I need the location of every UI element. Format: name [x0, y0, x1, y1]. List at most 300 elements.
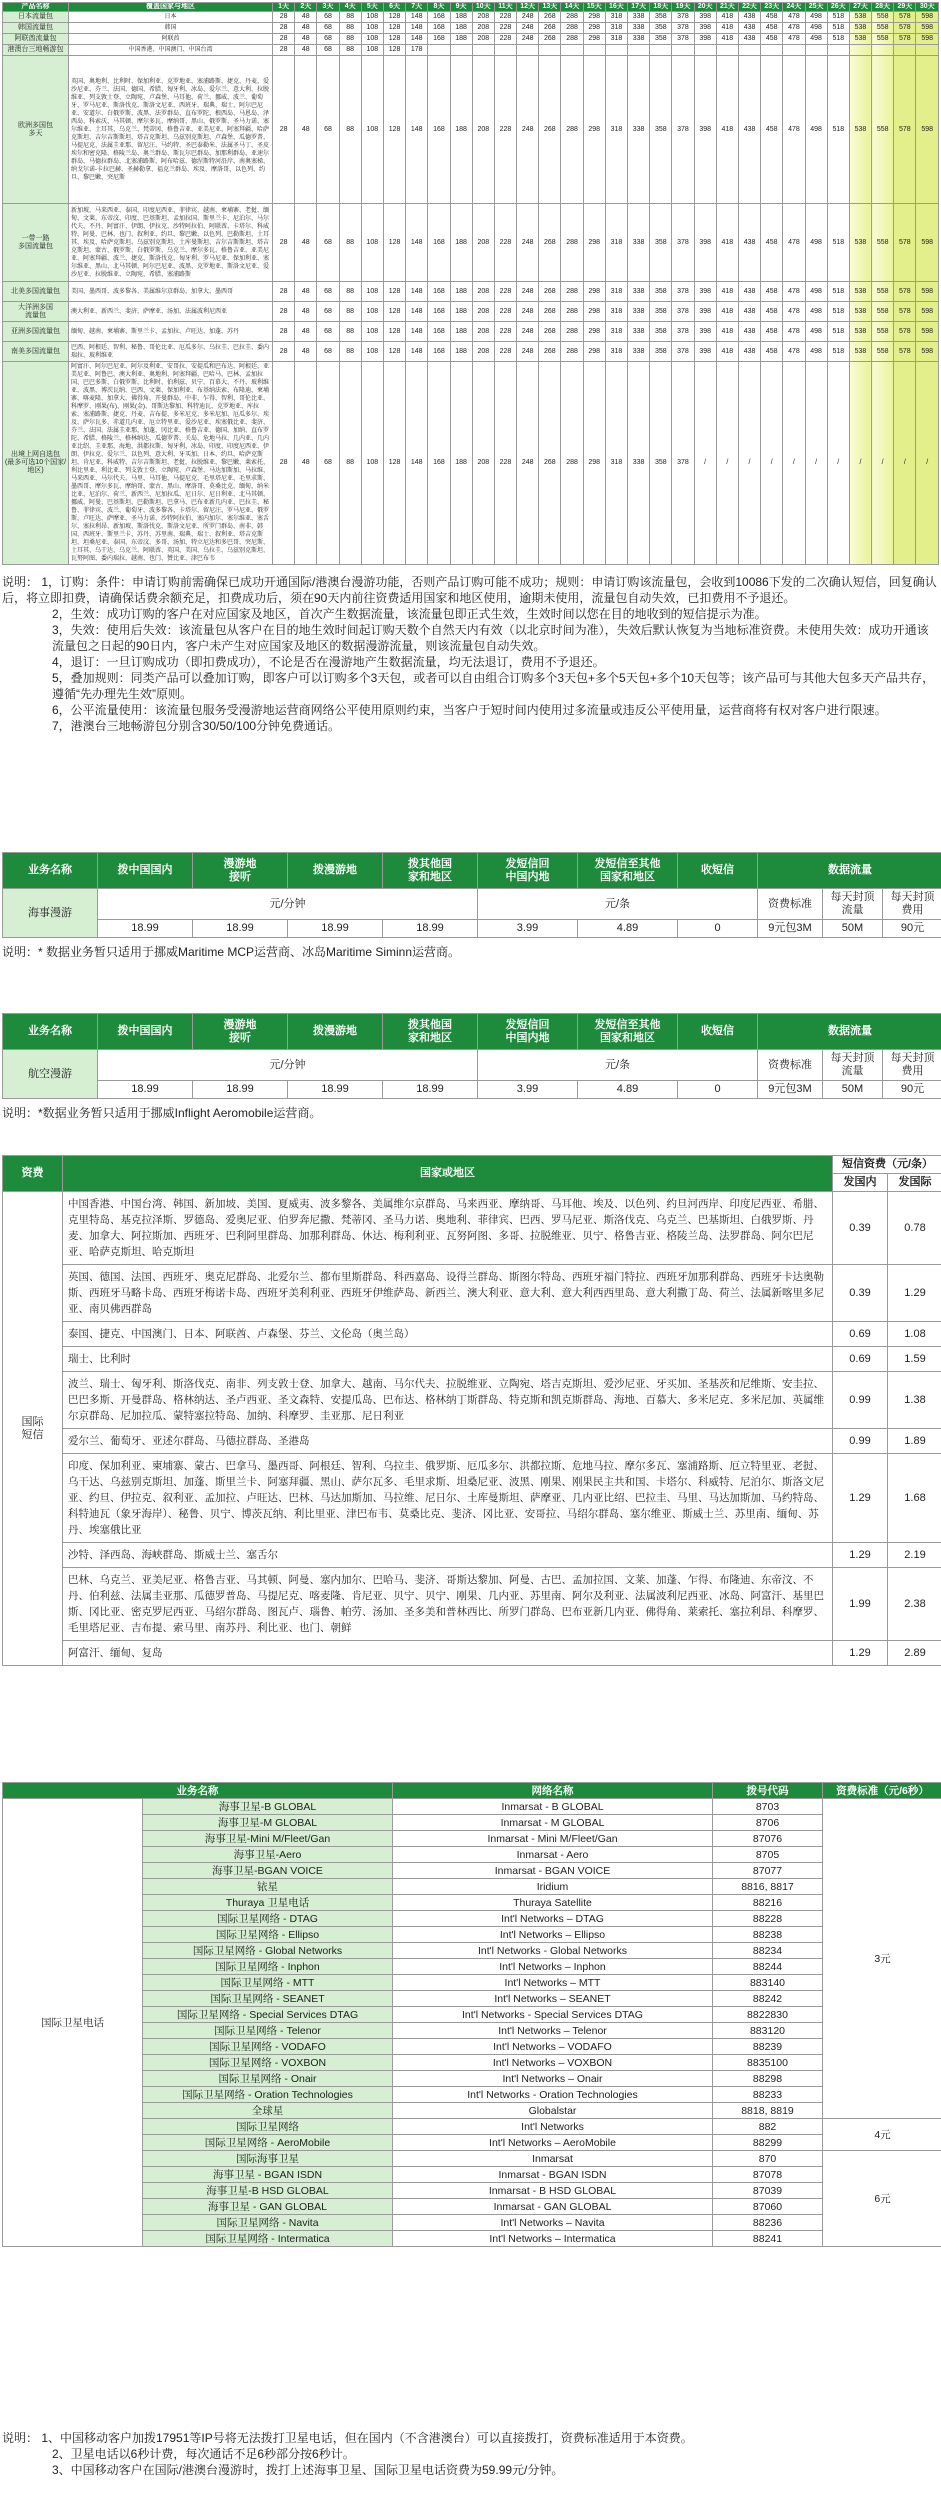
price-cell: 228: [494, 34, 516, 45]
header-fee-standard: 资费标准（元/6秒）: [823, 1783, 941, 1799]
network-name: Int'l Networks – Inphon: [393, 1959, 713, 1975]
coverage-region: 巴西、阿根廷、智利、秘鲁、哥伦比亚、厄瓜多尔、乌拉圭、巴拉圭、委内瑞拉、玻利维亚: [69, 342, 273, 362]
table-row: [3, 2055, 941, 2071]
network-name: Int'l Networks – MTT: [393, 1975, 713, 1991]
product-name: 日本流量包: [3, 12, 69, 23]
rate-international: 1.89: [888, 1429, 941, 1454]
product-name: 港澳台三地畅游包: [3, 45, 69, 56]
price-cell: 88: [339, 322, 361, 342]
data-sub-header: 每天封顶费用: [883, 1050, 941, 1081]
price-cell: [783, 45, 805, 56]
service-name: 国际卫星网络 - VOXBON: [143, 2055, 393, 2071]
dial-code: 87077: [713, 1863, 823, 1879]
header-day: 15天: [583, 3, 605, 12]
network-name: Iridium: [393, 1879, 713, 1895]
price-cell: 228: [494, 302, 516, 322]
price-cell: 518: [827, 282, 849, 302]
rate-domestic: 0.99: [833, 1429, 888, 1454]
price-cell: 378: [672, 12, 694, 23]
price-cell: 298: [583, 23, 605, 34]
price-cell: 268: [539, 342, 561, 362]
rate-international: 0.78: [888, 1192, 941, 1265]
price-cell: 128: [383, 56, 405, 204]
rate-value: 18.99: [98, 920, 193, 938]
column-header: 业务名称: [3, 853, 98, 889]
network-name: Thuraya Satellite: [393, 1895, 713, 1911]
price-cell: 478: [783, 56, 805, 204]
header-international: 发国际: [888, 1174, 941, 1192]
price-cell: 338: [628, 362, 650, 565]
service-name: 铱星: [143, 1879, 393, 1895]
header-network: 网络名称: [393, 1783, 713, 1799]
price-cell: 108: [361, 45, 383, 56]
coverage-region: 阿富汗、阿尔巴尼亚、阿尔及利亚、安哥拉、安提瓜和巴布达、阿根廷、亚美尼亚、阿鲁巴、澳大利亚、奥地利、阿塞拜疆、巴哈马、巴林、孟加拉国、巴巴多斯、白俄罗斯、比利时、伯利兹、贝宁、百慕大、不丹、玻利维亚、波黑、博茨瓦纳、巴西、文莱、保加利亚、布基纳法索、布隆迪、柬埔寨、喀麦隆、加拿大、佛得角、开曼群岛、中非、乍得、智利、哥伦比亚、科摩罗、刚果(布)、刚果(金)、哥斯达黎加、科特迪瓦、克罗地亚、库拉索、塞浦路斯、捷克、丹麦、吉布提、多米尼克、多米尼加、厄瓜多尔、埃及、萨尔瓦多、赤道几内亚、厄立特里亚、爱沙尼亚、埃塞俄比亚、斐济、芬兰、法国、法属圭亚那、加蓬、冈比亚、格鲁吉亚、德国、加纳、直布罗陀、希腊、格陵兰、格林纳达、瓜德罗普、关岛、危地马拉、几内亚、几内亚比绍、圭亚那、海地、洪都拉斯、匈牙利、冰岛、印度、印度尼西亚、伊朗、伊拉克、爱尔兰、以色列、意大利、牙买加、日本、约旦、哈萨克斯坦、肯尼亚、科威特、吉尔吉斯斯坦、老挝、拉脱维亚、黎巴嫩、莱索托、利比里亚、利比亚、列支敦士登、立陶宛、卢森堡、马达加斯加、马拉维、马来西亚、马尔代夫、马里、马耳他、马提尼克、毛里塔尼亚、毛里求斯、墨西哥、摩尔多瓦、摩纳哥、蒙古、黑山、摩洛哥、莫桑比克、缅甸、纳米比亚、尼泊尔、荷兰、新西兰、尼加拉瓜、尼日尔、尼日利亚、北马其顿、挪威、阿曼、巴基斯坦、巴勒斯坦、巴拿马、巴布亚新几内亚、巴拉圭、秘鲁、菲律宾、波兰、葡萄牙、波多黎各、卡塔尔、留尼汪、罗马尼亚、俄罗斯、卢旺达、萨摩亚、圣马力诺、沙特阿拉伯、塞内加尔、塞尔维亚、塞舌尔、塞拉利昂、新加坡、斯洛伐克、斯洛文尼亚、所罗门群岛、南非、韩国、西班牙、斯里兰卡、苏丹、苏里南、瑞典、瑞士、叙利亚、塔吉克斯坦、坦桑尼亚、泰国、东帝汶、多哥、汤加、特立尼达和多巴哥、突尼斯、土耳其、乌干达、乌克兰、阿联酋、英国、美国、乌拉圭、乌兹别克斯坦、瓦努阿图、委内瑞拉、越南、也门、赞比亚、津巴布韦: [69, 362, 273, 565]
table-row: [3, 2071, 941, 2087]
dial-code: 87039: [713, 2183, 823, 2199]
dial-code: 8818, 8819: [713, 2103, 823, 2119]
table-row: [3, 1568, 941, 1641]
price-cell: 478: [783, 342, 805, 362]
rate-domestic: 1.99: [833, 1568, 888, 1641]
price-cell: 228: [494, 322, 516, 342]
price-cell: 128: [383, 45, 405, 56]
rate-domestic: 1.29: [833, 1641, 888, 1666]
header-day: 16天: [605, 3, 627, 12]
header-day: 2天: [295, 3, 317, 12]
rate-value: 3.99: [478, 920, 578, 938]
price-cell: 228: [494, 282, 516, 302]
header-day: 21天: [716, 3, 738, 12]
price-cell: 48: [295, 56, 317, 204]
price-cell: 208: [472, 282, 494, 302]
column-header: 拨漫游地: [288, 1014, 383, 1050]
unit-per-minute: 元/分钟: [98, 889, 478, 920]
price-cell: 248: [517, 362, 539, 565]
rate-international: 1.29: [888, 1265, 941, 1322]
price-cell: 438: [738, 342, 760, 362]
network-name: Int'l Networks – Ellipso: [393, 1927, 713, 1943]
service-name: 国际卫星网络 - Intermatica: [143, 2231, 393, 2247]
header-day: 19天: [672, 3, 694, 12]
price-cell: 108: [361, 302, 383, 322]
network-name: Int'l Networks – Onair: [393, 2071, 713, 2087]
header-day: 11天: [494, 3, 516, 12]
header-day: 28天: [872, 3, 894, 12]
table-row: [3, 1863, 941, 1879]
price-cell: 398: [694, 342, 716, 362]
table-row: [3, 1895, 941, 1911]
country-list: 沙特、泽西岛、海峡群岛、斯威士兰、塞舌尔: [63, 1543, 833, 1568]
table-row: [3, 1454, 941, 1543]
table-row: [3, 1847, 941, 1863]
price-cell: 598: [916, 34, 939, 45]
dial-code: 88236: [713, 2215, 823, 2231]
price-cell: 268: [539, 23, 561, 34]
price-cell: 208: [472, 204, 494, 282]
coverage-region: 阿联酋: [69, 34, 273, 45]
price-cell: 458: [761, 342, 783, 362]
price-cell: 28: [273, 322, 295, 342]
price-cell: 598: [916, 282, 939, 302]
coverage-region: 日本: [69, 12, 273, 23]
service-name: 国际卫星网络 - AeroMobile: [143, 2135, 393, 2151]
dial-code: 88298: [713, 2071, 823, 2087]
price-cell: 298: [583, 302, 605, 322]
price-cell: 538: [849, 282, 871, 302]
network-name: Globalstar: [393, 2103, 713, 2119]
unit-per-minute: 元/分钟: [98, 1050, 478, 1081]
rate-international: 1.68: [888, 1454, 941, 1543]
dial-code: 88239: [713, 2039, 823, 2055]
aviation-note: 说明：*数据业务暂只适用于挪威Inflight Aeromobile运营商。: [2, 1106, 322, 1120]
price-cell: 148: [406, 23, 428, 34]
data-rate-value: 9元包3M: [758, 1081, 823, 1099]
price-cell: 148: [406, 362, 428, 565]
table-row: [3, 1347, 941, 1372]
price-cell: 378: [672, 362, 694, 565]
price-cell: 538: [849, 12, 871, 23]
price-cell: 518: [827, 34, 849, 45]
service-name: 海事卫星 - BGAN ISDN: [143, 2167, 393, 2183]
table-row: [3, 1372, 941, 1429]
price-cell: 88: [339, 23, 361, 34]
network-name: Int'l Networks - Oration Technologies: [393, 2087, 713, 2103]
price-cell: 108: [361, 56, 383, 204]
price-cell: /: [872, 362, 894, 565]
price-cell: 318: [605, 204, 627, 282]
data-sub-header: 每天封顶流量: [823, 1050, 883, 1081]
dial-code: 88233: [713, 2087, 823, 2103]
country-list: 中国香港、中国台湾、韩国、新加坡、美国、夏威夷、波多黎各、美属维尔京群岛、马来西亚、摩纳哥、马耳他、埃及、以色列、约旦河西岸、印度尼西亚、希腊、克里特岛、基克拉泽斯、罗德岛、爱奥尼亚、伯罗奔尼撒、梵蒂冈、圣马力诺、奥地利、菲律宾、巴西、罗马尼亚、斯洛伐克、乌克兰、巴基斯坦、白俄罗斯、丹麦、加拿大、阿拉斯加、西班牙、巴利阿里群岛、加那利群岛、休达、梅利利亚、瓦努阿图、多哥、拉脱维亚、贝宁、格鲁吉亚、格陵兰岛、法罗群岛、阿尔巴尼亚、哈萨克斯坦、哈克斯坦: [63, 1192, 833, 1265]
price-cell: 458: [761, 12, 783, 23]
price-cell: 398: [694, 56, 716, 204]
price-cell: 28: [273, 56, 295, 204]
price-cell: 248: [517, 282, 539, 302]
price-cell: 108: [361, 362, 383, 565]
price-cell: 88: [339, 282, 361, 302]
network-name: Inmarsat - Aero: [393, 1847, 713, 1863]
price-cell: 268: [539, 282, 561, 302]
price-cell: 68: [317, 322, 339, 342]
price-cell: 318: [605, 282, 627, 302]
price-cell: 168: [428, 282, 450, 302]
column-header: 收短信: [678, 853, 758, 889]
fee-3: 3元: [823, 1799, 941, 2119]
price-cell: 298: [583, 56, 605, 204]
price-cell: 378: [672, 322, 694, 342]
coverage-region: 美国、墨西哥、波多黎各、美属维尔京群岛、加拿大、墨西哥: [69, 282, 273, 302]
rate-value: 4.89: [578, 1081, 678, 1099]
sms-section: [2, 1155, 939, 1666]
country-list: 印度、保加利亚、柬埔寨、蒙古、巴拿马、墨西哥、阿根廷、智利、乌拉圭、俄罗斯、厄瓜多尔、洪都拉斯、危地马拉、摩尔多瓦、塞浦路斯、厄立特里亚、老挝、乌干达、乌兹别克斯坦、加蓬、斯里兰卡、阿塞拜疆、黑山、萨尔瓦多、毛里求斯、坦桑尼亚、波黑、刚果、刚果民主共和国、卡塔尔、科威特、尼泊尔、斯洛文尼亚、约旦、伊拉克、叙利亚、孟加拉、卢旺达、巴林、马达加斯加、马拉维、尼日尔、土库曼斯坦、萨摩亚、几内亚比绍、巴拉圭、马里、马达加斯加、马约特岛、科特迪瓦（象牙海岸）、秘鲁、贝宁、博茨瓦纳、利比里亚、津巴布韦、莫桑比克、斐济、冈比亚、安哥拉、马绍尔群岛、塞尔维亚、斯威士兰、苏里南、缅甸、苏丹、埃塞俄比亚: [63, 1454, 833, 1543]
price-cell: 438: [738, 204, 760, 282]
column-header: 拨中国国内: [98, 1014, 193, 1050]
price-cell: 248: [517, 322, 539, 342]
table-row: [3, 1192, 941, 1265]
price-cell: 68: [317, 302, 339, 322]
price-cell: 88: [339, 362, 361, 565]
price-cell: 168: [428, 34, 450, 45]
price-cell: 68: [317, 204, 339, 282]
price-cell: /: [894, 362, 916, 565]
price-cell: 248: [517, 342, 539, 362]
table-row: [3, 2103, 941, 2119]
dial-code: 883140: [713, 1975, 823, 1991]
price-cell: 228: [494, 204, 516, 282]
table-row: [3, 1429, 941, 1454]
price-cell: 518: [827, 342, 849, 362]
price-cell: 358: [650, 34, 672, 45]
header-day: 9天: [450, 3, 472, 12]
price-cell: 538: [849, 34, 871, 45]
rate-domestic: 0.69: [833, 1322, 888, 1347]
price-cell: 358: [650, 12, 672, 23]
price-cell: 288: [561, 362, 583, 565]
price-cell: 208: [472, 362, 494, 565]
price-cell: 478: [783, 23, 805, 34]
price-cell: [605, 45, 627, 56]
coverage-region: 缅甸、越南、柬埔寨、斯里兰卡、孟加拉、卢旺达、加蓬、苏丹: [69, 322, 273, 342]
table-row: [3, 1641, 941, 1666]
rate-domestic: 0.69: [833, 1347, 888, 1372]
price-cell: 338: [628, 302, 650, 322]
data-sub-header: 资费标准: [758, 1050, 823, 1081]
header-day: 20天: [694, 3, 716, 12]
price-cell: 148: [406, 302, 428, 322]
rate-domestic: 1.29: [833, 1454, 888, 1543]
rate-domestic: 0.39: [833, 1192, 888, 1265]
table-row: [3, 2135, 941, 2151]
price-cell: 338: [628, 34, 650, 45]
table-row: [3, 362, 939, 565]
price-cell: [849, 45, 871, 56]
price-cell: [672, 45, 694, 56]
product-name: 北美多国流量包: [3, 282, 69, 302]
header-day: 12天: [517, 3, 539, 12]
column-header: 发短信至其他 国家和地区: [578, 1014, 678, 1050]
table-row: [3, 2007, 941, 2023]
price-cell: 578: [894, 204, 916, 282]
price-cell: 88: [339, 45, 361, 56]
roaming-package-table: [2, 2, 939, 565]
price-cell: 598: [916, 204, 939, 282]
dial-code: 87076: [713, 1831, 823, 1847]
price-cell: 498: [805, 12, 827, 23]
price-cell: 168: [428, 12, 450, 23]
service-name: 国际卫星网络 - Oration Technologies: [143, 2087, 393, 2103]
price-cell: 28: [273, 362, 295, 565]
price-cell: 168: [428, 362, 450, 565]
price-cell: /: [849, 362, 871, 565]
rate-international: 1.38: [888, 1372, 941, 1429]
column-header: 收短信: [678, 1014, 758, 1050]
price-cell: 438: [738, 302, 760, 322]
price-cell: 518: [827, 302, 849, 322]
table-row: [3, 2023, 941, 2039]
data-rate-value: 50M: [823, 920, 883, 938]
price-cell: [827, 45, 849, 56]
price-cell: 168: [428, 322, 450, 342]
header-day: 29天: [894, 3, 916, 12]
price-cell: 208: [472, 302, 494, 322]
dial-code: 88228: [713, 1911, 823, 1927]
header-product-name: 产品名称: [3, 3, 69, 12]
header-region: 覆盖国家与地区: [69, 3, 273, 12]
price-cell: 578: [894, 23, 916, 34]
price-cell: 268: [539, 302, 561, 322]
price-cell: 288: [561, 322, 583, 342]
service-name: 国际卫星网络 - Telenor: [143, 2023, 393, 2039]
column-header: 拨漫游地: [288, 853, 383, 889]
header-day: 7天: [406, 3, 428, 12]
network-name: Inmarsat - BGAN VOICE: [393, 1863, 713, 1879]
dial-code: 87078: [713, 2167, 823, 2183]
price-cell: 598: [916, 12, 939, 23]
header-row: [3, 1783, 941, 1799]
column-header: 数据流量: [758, 853, 941, 889]
header-day: 26天: [827, 3, 849, 12]
price-cell: 598: [916, 342, 939, 362]
price-cell: 48: [295, 362, 317, 565]
column-header: 数据流量: [758, 1014, 941, 1050]
price-cell: 28: [273, 204, 295, 282]
note-item: 7，港澳台三地畅游包分别含30/50/100分钟免费通话。: [52, 719, 341, 733]
price-cell: 228: [494, 12, 516, 23]
price-cell: 318: [605, 362, 627, 565]
dial-code: 870: [713, 2151, 823, 2167]
price-cell: 518: [827, 322, 849, 342]
price-cell: 168: [428, 204, 450, 282]
price-cell: 188: [450, 302, 472, 322]
network-name: Inmarsat - GAN GLOBAL: [393, 2199, 713, 2215]
table-row: [3, 23, 939, 34]
price-cell: 48: [295, 12, 317, 23]
rate-value: 18.99: [288, 1081, 383, 1099]
table-row: [3, 1265, 941, 1322]
network-name: Int'l Networks - Global Networks: [393, 1943, 713, 1959]
price-cell: [872, 45, 894, 56]
table-row: [3, 204, 939, 282]
price-cell: 578: [894, 302, 916, 322]
price-cell: 128: [383, 204, 405, 282]
table-row: [3, 2199, 941, 2215]
price-cell: 68: [317, 12, 339, 23]
price-cell: 498: [805, 56, 827, 204]
price-cell: 418: [716, 23, 738, 34]
header-dial-code: 拨号代码: [713, 1783, 823, 1799]
price-cell: 88: [339, 342, 361, 362]
price-cell: 68: [317, 342, 339, 362]
note-item: 2、卫星电话以6秒计费，每次通话不足6秒部分按6秒计。: [52, 2447, 355, 2461]
price-cell: 558: [872, 56, 894, 204]
price-cell: 148: [406, 204, 428, 282]
dial-code: 8705: [713, 1847, 823, 1863]
price-cell: 288: [561, 282, 583, 302]
price-cell: [761, 45, 783, 56]
service-name: 国际卫星网络 - Navita: [143, 2215, 393, 2231]
dial-code: 88238: [713, 1927, 823, 1943]
network-name: Int'l Networks: [393, 2119, 713, 2135]
service-name: 海事卫星-B GLOBAL: [143, 1799, 393, 1815]
price-cell: 578: [894, 322, 916, 342]
price-cell: 228: [494, 342, 516, 362]
rate-value: 0: [678, 920, 758, 938]
price-cell: 108: [361, 12, 383, 23]
price-cell: 208: [472, 23, 494, 34]
table-row: [3, 2151, 941, 2167]
price-cell: 48: [295, 342, 317, 362]
network-name: Int'l Networks – VODAFO: [393, 2039, 713, 2055]
note-item: 3，失效：使用后失效：该流量包从客户在目的地生效时间起订购天数个自然天内有效（以北京时间为准），失效后默认恢复为当地标准资费。未使用失效：成功开通该流量包之日起的90日内，客户未产生对应国家及地区的数据漫游流量，则该流量包自动失效。: [52, 623, 929, 653]
table-row: [3, 1322, 941, 1347]
price-cell: /: [783, 362, 805, 565]
price-cell: 378: [672, 23, 694, 34]
network-name: Inmarsat - B HSD GLOBAL: [393, 2183, 713, 2199]
header-sms-rate: 短信资费（元/条）: [833, 1156, 941, 1174]
country-list: 泰国、捷克、中国澳门、日本、阿联酋、卢森堡、芬兰、文伦岛（奥兰岛）: [63, 1322, 833, 1347]
price-cell: 378: [672, 342, 694, 362]
price-cell: 188: [450, 56, 472, 204]
price-cell: 178: [406, 45, 428, 56]
service-name: 国际卫星网络 - Global Networks: [143, 1943, 393, 1959]
price-cell: 338: [628, 23, 650, 34]
data-rate-value: 90元: [883, 1081, 941, 1099]
note-item: 6，公平流量使用：该流量包服务受漫游地运营商网络公平使用原则约束，当客户于短时间内使用过多流量或违反公平使用量，运营商将有权对客户进行限速。: [52, 703, 887, 717]
price-cell: 378: [672, 34, 694, 45]
price-cell: 418: [716, 204, 738, 282]
price-cell: 248: [517, 34, 539, 45]
price-cell: 108: [361, 322, 383, 342]
header-row: [3, 853, 941, 889]
price-cell: 358: [650, 204, 672, 282]
price-cell: 28: [273, 282, 295, 302]
price-cell: 558: [872, 342, 894, 362]
price-cell: 208: [472, 12, 494, 23]
dial-code: 88241: [713, 2231, 823, 2247]
rate-international: 1.59: [888, 1347, 941, 1372]
price-cell: 418: [716, 322, 738, 342]
header-fee: 资费: [3, 1156, 63, 1192]
price-cell: 48: [295, 23, 317, 34]
dial-code: 87060: [713, 2199, 823, 2215]
price-cell: 318: [605, 302, 627, 322]
price-cell: 88: [339, 12, 361, 23]
network-name: Int'l Networks – Intermatica: [393, 2231, 713, 2247]
table-row: [3, 2183, 941, 2199]
price-cell: 268: [539, 12, 561, 23]
header-day: 5天: [361, 3, 383, 12]
coverage-region: 新加坡、马来西亚、泰国、印度尼西亚、菲律宾、越南、柬埔寨、老挝、缅甸、文莱、东帝汶、印度、巴基斯坦、孟加拉国、斯里兰卡、尼泊尔、马尔代夫、不丹、阿富汗、伊朗、伊拉克、沙特阿拉伯、阿联酋、卡塔尔、科威特、阿曼、巴林、也门、叙利亚、约旦、黎巴嫩、以色列、巴勒斯坦、土耳其、埃及、哈萨克斯坦、乌兹别克斯坦、土库曼斯坦、吉尔吉斯斯坦、塔吉克斯坦、蒙古、俄罗斯、白俄罗斯、乌克兰、摩尔多瓦、格鲁吉亚、亚美尼亚、阿塞拜疆、波兰、捷克、斯洛伐克、匈牙利、罗马尼亚、保加利亚、塞尔维亚、黑山、北马其顿、阿尔巴尼亚、波黑、克罗地亚、斯洛文尼亚、爱沙尼亚、拉脱维亚、立陶宛、希腊、塞浦路斯: [69, 204, 273, 282]
price-cell: 418: [716, 302, 738, 322]
column-header: 发短信至其他 国家和地区: [578, 853, 678, 889]
rate-value: 18.99: [98, 1081, 193, 1099]
price-cell: 128: [383, 302, 405, 322]
dial-code: 8706: [713, 1815, 823, 1831]
dial-code: 882: [713, 2119, 823, 2135]
price-cell: /: [805, 362, 827, 565]
price-cell: 438: [738, 23, 760, 34]
price-cell: 558: [872, 34, 894, 45]
price-cell: 438: [738, 34, 760, 45]
price-cell: 438: [738, 56, 760, 204]
price-cell: 538: [849, 342, 871, 362]
rate-domestic: 0.39: [833, 1265, 888, 1322]
price-cell: 498: [805, 342, 827, 362]
table-row: [3, 1911, 941, 1927]
header-row: [3, 1014, 941, 1050]
table-row: [3, 2231, 941, 2247]
price-cell: 418: [716, 342, 738, 362]
